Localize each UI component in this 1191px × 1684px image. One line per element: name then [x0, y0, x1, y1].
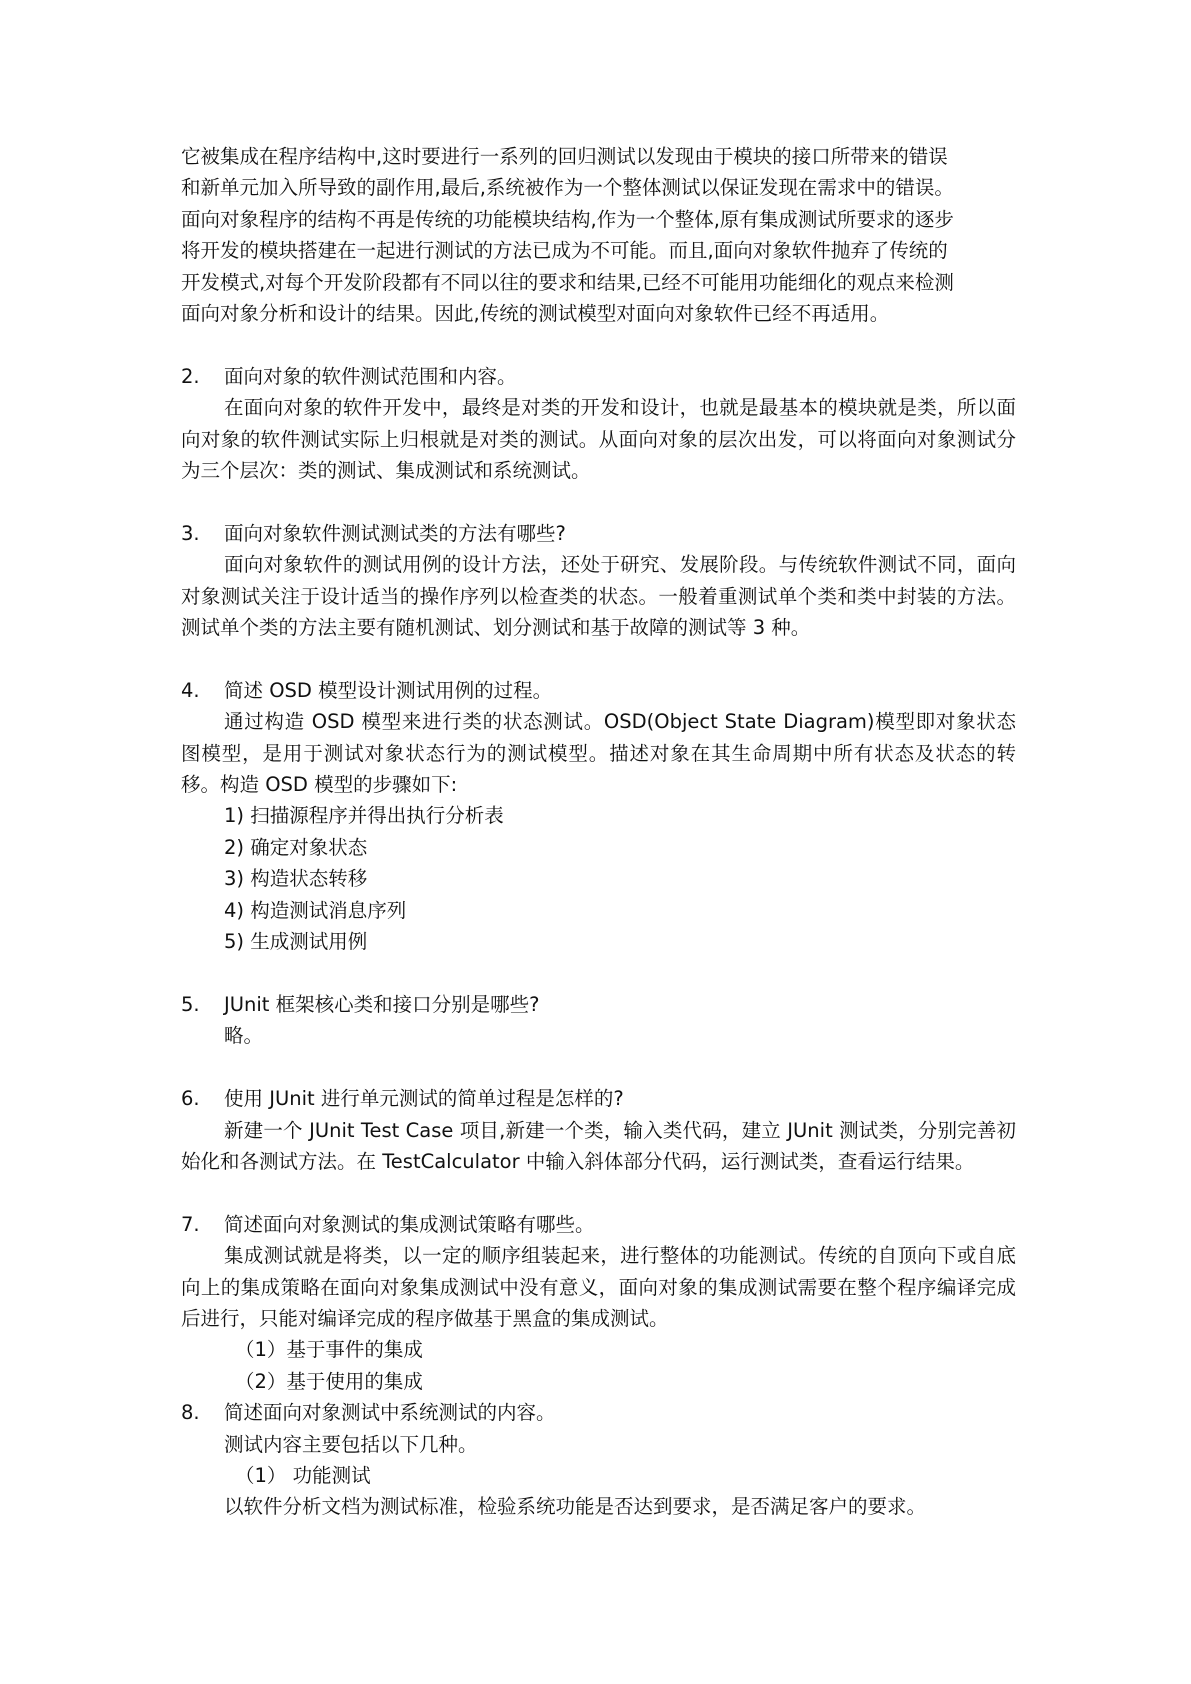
- answer-paragraph: 在面向对象的软件开发中，最终是对类的开发和设计，也就是最基本的模块就是类，所以面向对象的软件测试实际上归根就是对类的测试。从面向对象的层次出发，可以将面向对象测试分为三个层次：类的测试、集成测试和系统测试。: [181, 396, 1016, 483]
- question-title: 使用 JUnit 进行单元测试的简单过程是怎样的?: [224, 1087, 624, 1111]
- test-item-description: 以软件分析文档为测试标准，检验系统功能是否达到要求，是否满足客户的要求。: [224, 1495, 927, 1519]
- intro-line: 开发模式,对每个开发阶段都有不同以往的要求和结果,已经不可能用功能细化的观点来检测: [181, 270, 954, 294]
- osd-step: 3) 构造状态转移: [224, 867, 368, 891]
- answer-paragraph: 集成测试就是将类，以一定的顺序组装起来，进行整体的功能测试。传统的自顶向下或自底向上的集成策略在面向对象集成测试中没有意义，面向对象的集成测试需要在整个程序编译完成后进行，只能对编译完成的程序做基于黑盒的集成测试。: [181, 1244, 1016, 1330]
- question-8: [181, 1397, 1016, 1523]
- intro-line: 它被集成在程序结构中,这时要进行一系列的回归测试以发现由于模块的接口所带来的错误: [181, 145, 948, 168]
- answer-paragraph: 面向对象软件的测试用例的设计方法，还处于研究、发展阶段。与传统软件测试不同，面向对象测试关注于设计适当的操作序列以检查类的状态。一般着重测试单个类和类中封装的方法。测试单个类的方法主要有随机测试、划分测试和基于故障的测试等 3 种。: [181, 553, 1016, 640]
- question-number: 4.: [181, 678, 200, 702]
- question-title: JUnit 框架核心类和接口分别是哪些?: [224, 992, 540, 1016]
- intro-line: 面向对象分析和设计的结果。因此,传统的测试模型对面向对象软件已经不再适用。: [181, 302, 890, 326]
- answer-paragraph: 新建一个 JUnit Test Case 项目,新建一个类，输入类代码，建立 JUnit 测试类，分别完善初始化和各测试方法。在 TestCalculator 中输入斜体部分代码，运行测试类，查看运行结果。: [181, 1118, 1016, 1173]
- question-title: 简述 OSD 模型设计测试用例的过程。: [224, 678, 553, 702]
- question-3: [181, 518, 1016, 644]
- question-number: 6.: [181, 1087, 200, 1111]
- question-title: 简述面向对象测试中系统测试的内容。: [224, 1401, 556, 1425]
- strategy-item: （2）基于使用的集成: [235, 1369, 423, 1393]
- question-number: 8.: [181, 1401, 200, 1425]
- question-title: 简述面向对象测试的集成测试策略有哪些。: [224, 1212, 595, 1236]
- answer-paragraph: 略。: [224, 1024, 264, 1048]
- intro-line: 和新单元加入所导致的副作用,最后,系统被作为一个整体测试以保证发现在需求中的错误。: [181, 176, 954, 200]
- answer-paragraph: 通过构造 OSD 模型来进行类的状态测试。OSD(Object State Diagram)模型即对象状态图模型，是用于测试对象状态行为的测试模型。描述对象在其生命周期中所有状态及状态的转移。构造 OSD 模型的步骤如下:: [181, 710, 1016, 797]
- question-title: 面向对象软件测试测试类的方法有哪些?: [224, 521, 566, 545]
- osd-step: 1) 扫描源程序并得出执行分析表: [224, 804, 504, 828]
- osd-step: 2) 确定对象状态: [224, 835, 368, 859]
- answer-paragraph: 测试内容主要包括以下几种。: [224, 1432, 478, 1456]
- question-2: [181, 361, 1016, 487]
- question-number: 2.: [181, 364, 200, 388]
- question-number: 7.: [181, 1212, 200, 1236]
- question-7: [181, 1209, 1016, 1397]
- intro-paragraph: [181, 141, 1016, 329]
- intro-line: 面向对象程序的结构不再是传统的功能模块结构,作为一个整体,原有集成测试所要求的逐步: [181, 207, 954, 231]
- test-item: （1） 功能测试: [235, 1463, 371, 1487]
- document-page: [181, 141, 1016, 1523]
- osd-step: 5) 生成测试用例: [224, 930, 368, 954]
- question-number: 3.: [181, 521, 200, 545]
- question-title: 面向对象的软件测试范围和内容。: [224, 364, 517, 388]
- question-5: [181, 989, 1016, 1052]
- question-4: [181, 675, 1016, 958]
- intro-line: 将开发的模块搭建在一起进行测试的方法已成为不可能。而且,面向对象软件抛弃了传统的: [181, 239, 948, 263]
- osd-step: 4) 构造测试消息序列: [224, 898, 407, 922]
- strategy-item: （1）基于事件的集成: [235, 1338, 423, 1362]
- question-number: 5.: [181, 992, 200, 1016]
- question-6: [181, 1083, 1016, 1177]
